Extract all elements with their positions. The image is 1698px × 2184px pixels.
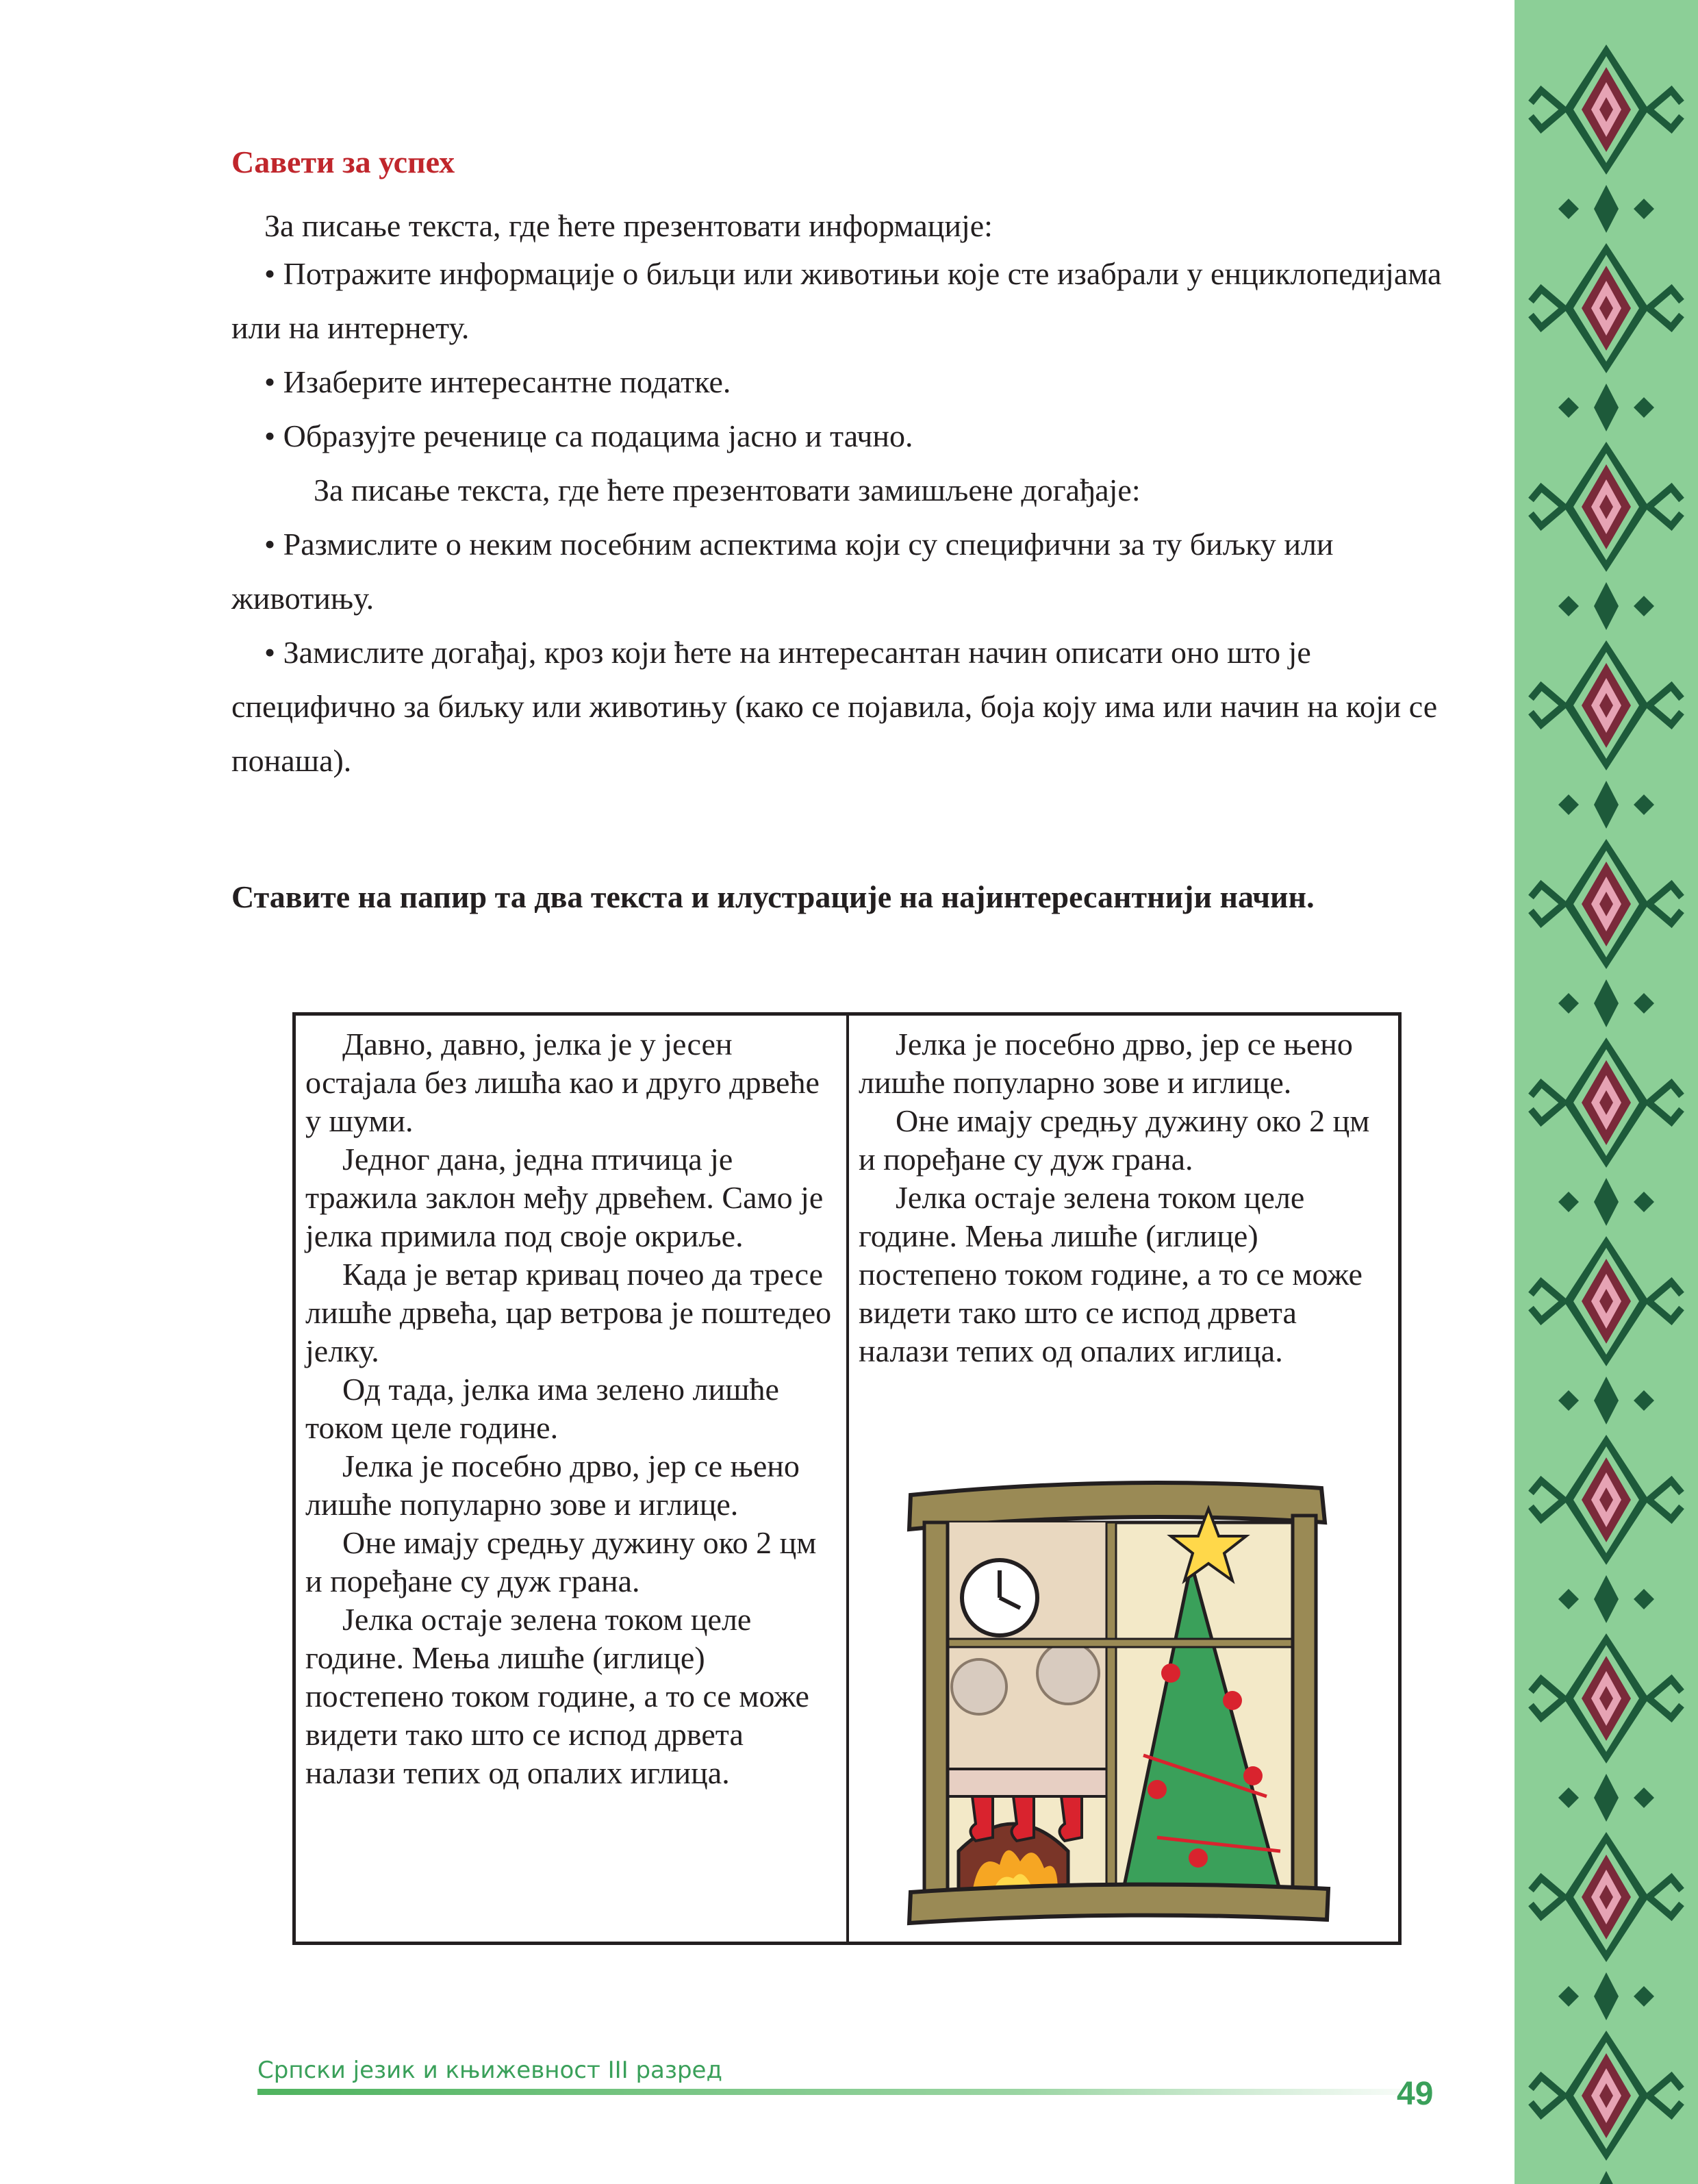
table-column-facts: [849, 1016, 1398, 1942]
intro-info-text: За писање текста, где ћете презентовати информације:: [264, 208, 993, 243]
story-paragraph: Јелка остаје зелена током целе године. Мења лишће (иглице) постепено током године, а то се може видети тако што се испод дрвета налази тепих од опалих иглица.: [305, 1602, 809, 1790]
fact-paragraph: Јелка остаје зелена током целе године. Мења лишће (иглице) постепено током године, а то се може видети тако што се испод дрвета налази тепих од опалих иглица.: [859, 1180, 1363, 1368]
footer-book-title: Српски језик и књижевност III разред: [257, 2057, 722, 2084]
bullet-search-info: • Потражите информације о биљци или животињи које сте изабрали у енциклопедијама или на интернету.: [231, 256, 1442, 345]
story-table: [292, 1012, 1402, 1945]
tips-title: Савети за успех: [231, 145, 455, 179]
decorative-border: [1515, 0, 1698, 2184]
bullet-form-sentences: • Образујте реченице са подацима јасно и тачно.: [264, 418, 913, 453]
story-paragraph: Једног дана, једна птичица је тражила заклон међу дрвећем. Само је јелка примила под своје окриље.: [305, 1142, 824, 1253]
story-paragraph: Оне имају средњу дужину око 2 цм и поређане су дуж грана.: [305, 1525, 817, 1598]
page-number: 49: [1397, 2076, 1434, 2112]
story-paragraph: Јелка је посебно дрво, јер се њено лишће популарно зове и иглице.: [305, 1448, 800, 1522]
story-paragraph: Када је ветар кривац почео да тресе лишће дрвећа, цар ветрова је поштедео јелку.: [305, 1257, 832, 1368]
bullet-imagine-event: • Замислите догађај, кроз који ћете на интересантан начин описати оно што је специфично за биљку или животињу (како се појавила, боја коју има или начин на који се понаша).: [231, 635, 1438, 778]
instruction-text: Ставите на папир та два текста и илустрације на најинтересантнији начин.: [231, 879, 1315, 914]
footer-divider: [257, 2089, 1435, 2095]
bullet-choose-data: • Изаберите интересантне податке.: [264, 364, 731, 399]
window-christmas-illustration-icon: [897, 1468, 1335, 1926]
story-paragraph: Од тада, јелка има зелено лишће током целе године.: [305, 1372, 779, 1445]
border-ornament-icon: [1515, 0, 1698, 2184]
bullet-think-aspects: • Размислите о неким посебним аспектима који су специфични за ту биљку или животињу.: [231, 527, 1334, 616]
fact-paragraph: Оне имају средњу дужину око 2 цм и поређане су дуж грана.: [859, 1103, 1370, 1177]
intro-events-text: За писање текста, где ћете презентовати замишљене догађаје:: [314, 473, 1141, 507]
fact-paragraph: Јелка је посебно дрво, јер се њено лишће популарно зове и иглице.: [859, 1027, 1353, 1100]
table-column-story: [296, 1016, 849, 1942]
story-paragraph: Давно, давно, јелка је у јесен остајала без лишћа као и друго дрвеће у шуми.: [305, 1027, 820, 1138]
